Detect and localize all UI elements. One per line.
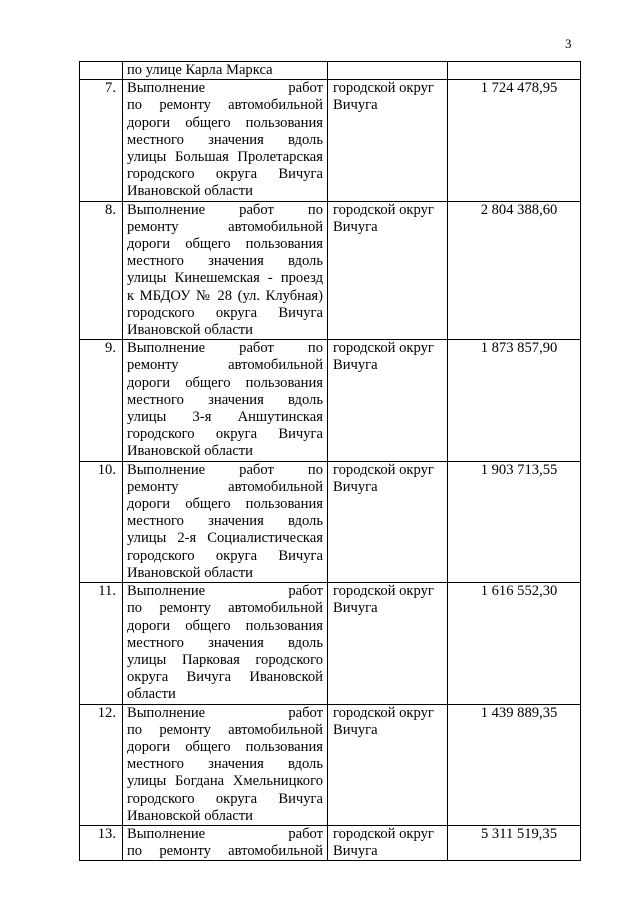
table-row-continuation [80, 62, 581, 80]
work-description-line: местного значения вдоль [127, 634, 323, 651]
municipality-cell [328, 704, 448, 825]
work-description-line: по ремонту автомобильной [127, 721, 323, 738]
work-description-line: Выполнение работ [127, 704, 323, 721]
page-number: 3 [565, 36, 572, 51]
work-description-line: Выполнение работ [127, 825, 323, 842]
work-description-line: округа Вичуга Ивановской [127, 669, 323, 686]
work-description-line: улицы Кинешемская - проезд [127, 270, 323, 287]
municipality-cell [328, 825, 448, 860]
table-row [80, 201, 581, 340]
municipality-line: Вичуга [333, 843, 378, 860]
work-description-cell [123, 201, 328, 340]
municipality-cell [328, 461, 448, 582]
work-description-cell [123, 704, 328, 825]
work-description-cell [123, 583, 328, 704]
municipality-line: Вичуга [333, 97, 378, 114]
work-description-cell [123, 825, 328, 860]
work-description-line: городского округа Вичуга [127, 790, 323, 807]
work-description-line: дороги общего пользования [127, 114, 323, 131]
municipality-line: Вичуга [333, 721, 378, 738]
municipality-line: городской округ [333, 201, 434, 218]
work-description-line: местного значения вдоль [127, 756, 323, 773]
work-description-line: Выполнение работ по [127, 461, 323, 478]
work-description-cell [123, 461, 328, 582]
amount-cell: 1 873 857,90 [448, 340, 581, 461]
municipality-line: городской округ [333, 704, 434, 721]
table-row [80, 461, 581, 582]
work-description-line: по ремонту автомобильной [127, 843, 323, 860]
amount-cell: 1 903 713,55 [448, 461, 581, 582]
work-description-line: улицы Большая Пролетарская [127, 149, 323, 166]
amount-cell: 1 724 478,95 [448, 80, 581, 201]
work-description-line: Выполнение работ [127, 80, 323, 97]
municipality-line: Вичуга [333, 600, 378, 617]
municipality-cell [328, 583, 448, 704]
amount-cell: 5 311 519,35 [448, 825, 581, 860]
row-number-cell: 10. [80, 461, 123, 582]
municipality-line: городской округ [333, 461, 434, 478]
municipality-cell [328, 201, 448, 340]
work-description-line: дороги общего пользования [127, 738, 323, 755]
municipality-line: Вичуга [333, 218, 378, 235]
work-description-line: местного значения вдоль [127, 513, 323, 530]
work-description-line: ремонту автомобильной [127, 478, 323, 495]
municipality-cell [328, 340, 448, 461]
works-table-body [80, 62, 581, 861]
work-description-line: Ивановской области [127, 183, 253, 200]
row-number-cell: 9. [80, 340, 123, 461]
work-description-cell [123, 80, 328, 201]
municipality-line: Вичуга [333, 357, 378, 374]
amount-cell: 1 616 552,30 [448, 583, 581, 704]
work-description-line: по ремонту автомобильной [127, 97, 323, 114]
row-number-cell: 8. [80, 201, 123, 340]
municipality-line: Вичуга [333, 478, 378, 495]
work-description-line: улицы 2-я Социалистическая [127, 530, 323, 547]
table-row [80, 80, 581, 201]
work-description-line: Выполнение работ [127, 583, 323, 600]
row-number-cell [80, 62, 123, 80]
work-description-line: области [127, 686, 176, 703]
work-description-line: Выполнение работ по [127, 201, 323, 218]
work-description-line: дороги общего пользования [127, 236, 323, 253]
work-description-line: местного значения вдоль [127, 253, 323, 270]
work-description-line: местного значения вдоль [127, 131, 323, 148]
row-number-cell: 11. [80, 583, 123, 704]
work-description-line: городского округа Вичуга [127, 547, 323, 564]
work-description-line: Ивановской области [127, 807, 253, 824]
municipality-line: городской округ [333, 583, 434, 600]
work-description-line: по улице Карла Маркса [127, 62, 273, 78]
work-description-line: улицы Богдана Хмельницкого [127, 773, 323, 790]
table-row [80, 704, 581, 825]
work-description-line: улицы Парковая городского [127, 651, 323, 668]
table-row [80, 340, 581, 461]
work-description-line: местного значения вдоль [127, 391, 323, 408]
municipality-line: городской округ [333, 825, 434, 842]
row-number-cell: 12. [80, 704, 123, 825]
municipality-line: городской округ [333, 340, 434, 357]
municipality-cell [328, 80, 448, 201]
work-description-line: дороги общего пользования [127, 374, 323, 391]
work-description-line: дороги общего пользования [127, 617, 323, 634]
work-description-cell [123, 62, 328, 80]
municipality-cell [328, 62, 448, 80]
amount-cell: 2 804 388,60 [448, 201, 581, 340]
amount-cell: 1 439 889,35 [448, 704, 581, 825]
work-description-line: Ивановской области [127, 564, 253, 581]
work-description-line: Ивановской области [127, 322, 253, 339]
work-description-line: ремонту автомобильной [127, 218, 323, 235]
work-description-line: дороги общего пользования [127, 496, 323, 513]
work-description-line: городского округа Вичуга [127, 426, 323, 443]
works-table [79, 61, 581, 861]
amount-cell [448, 62, 581, 80]
work-description-line: Ивановской области [127, 443, 253, 460]
work-description-cell [123, 340, 328, 461]
work-description-line: городского округа Вичуга [127, 304, 323, 321]
work-description-line: Выполнение работ по [127, 340, 323, 357]
work-description-line: городского округа Вичуга [127, 166, 323, 183]
work-description-line: по ремонту автомобильной [127, 600, 323, 617]
work-description-line: ремонту автомобильной [127, 357, 323, 374]
table-row [80, 583, 581, 704]
table-row [80, 825, 581, 860]
row-number-cell: 13. [80, 825, 123, 860]
row-number-cell: 7. [80, 80, 123, 201]
municipality-line: городской округ [333, 80, 434, 97]
work-description-line: улицы 3-я Аншутинская [127, 409, 323, 426]
work-description-line: к МБДОУ № 28 (ул. Клубная) [127, 287, 323, 304]
